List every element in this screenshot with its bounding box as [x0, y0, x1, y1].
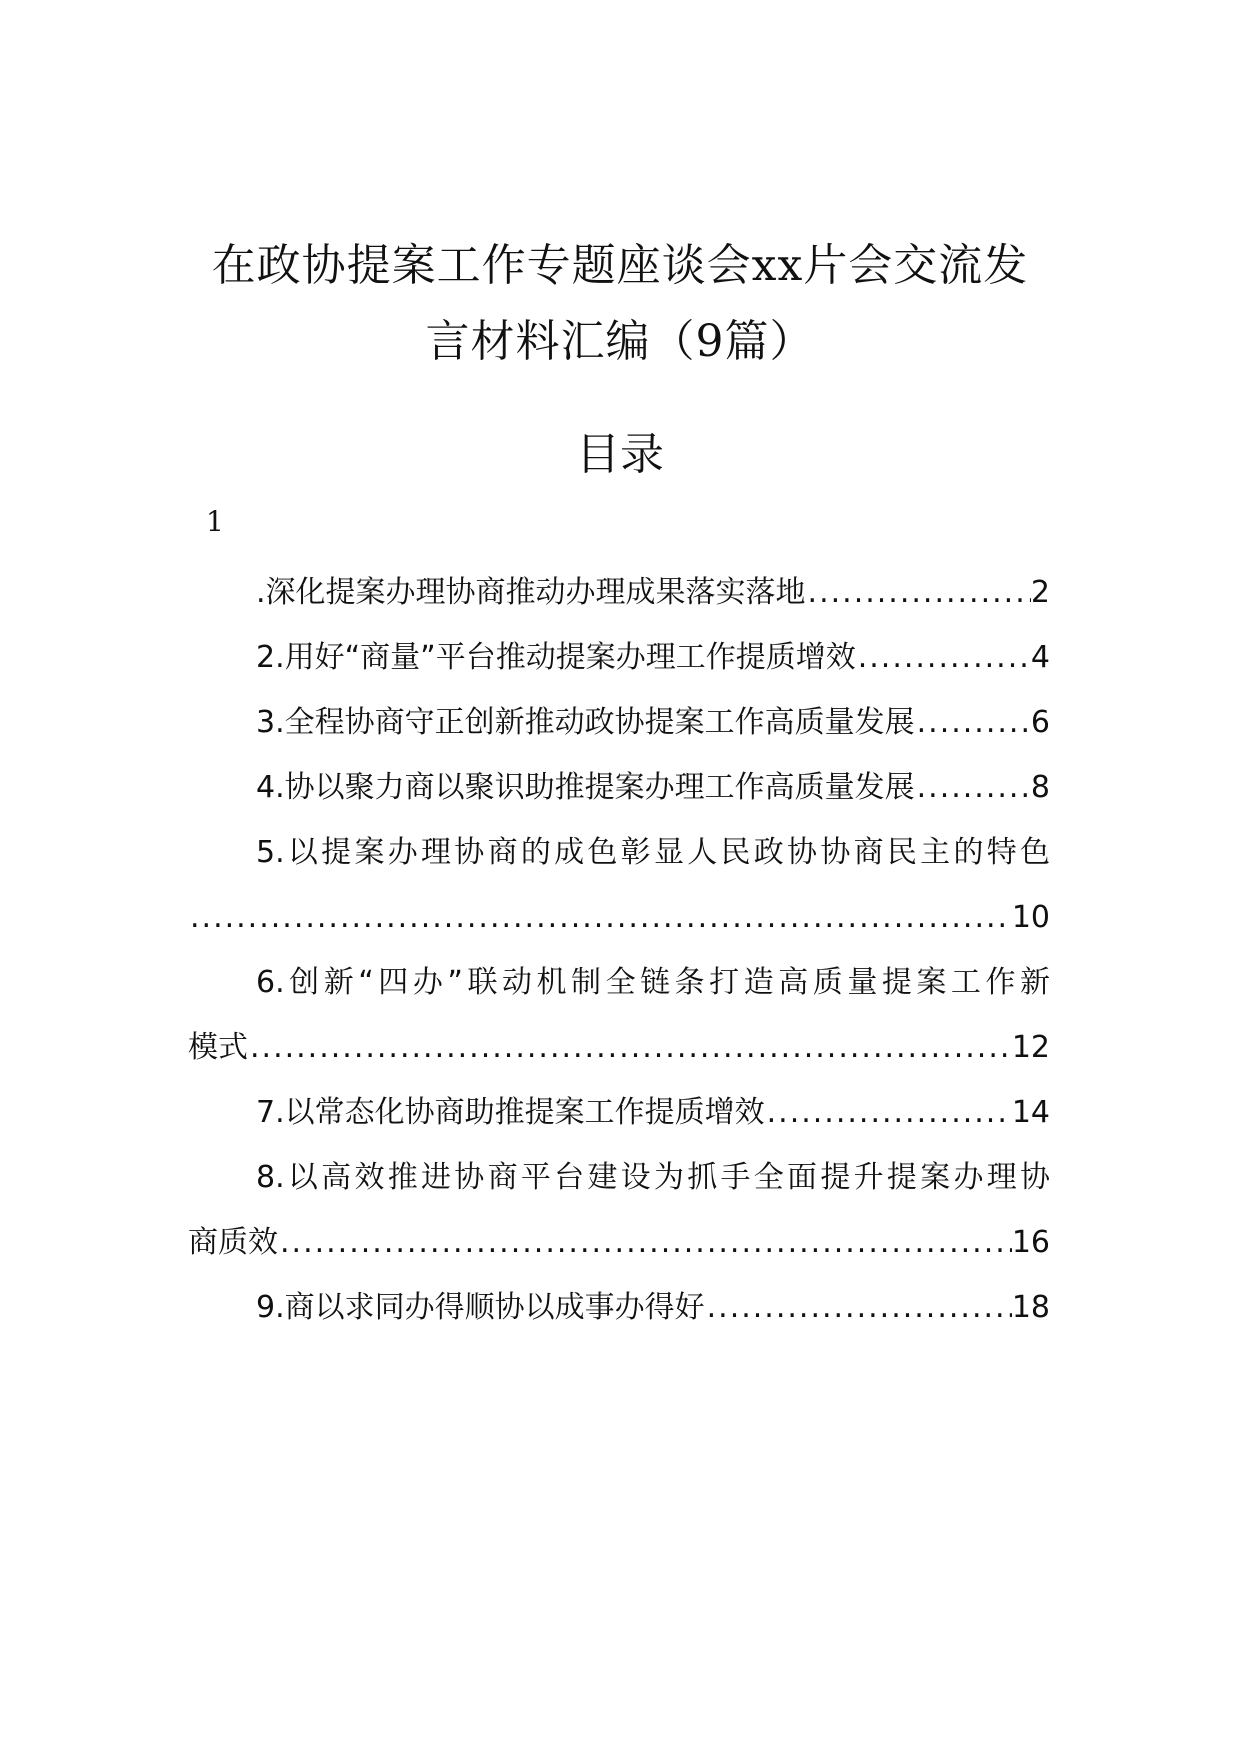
toc-page-number: 6 [1030, 705, 1050, 740]
toc-page-number: 4 [1030, 640, 1050, 675]
toc-leader-dots [248, 1015, 1012, 1080]
toc-leader-dots [915, 755, 1031, 820]
toc-page-number: 10 [1011, 900, 1050, 935]
toc-entry-2[interactable] [188, 625, 1050, 690]
toc-page-number: 18 [1011, 1290, 1050, 1325]
title-part: 篇） [724, 316, 815, 367]
toc-leader-dots [765, 1080, 1012, 1145]
toc-entry-7[interactable] [188, 1080, 1050, 1145]
toc-entry-3[interactable] [188, 690, 1050, 755]
toc-entry-1[interactable] [188, 560, 1050, 625]
toc-entry-title: 9.商以求同办得顺协以成事办得好 [256, 1290, 705, 1325]
document-title [190, 228, 1050, 380]
toc-entry-title: 5.以提案办理协商的成色彰显人民政协协商民主的特色 [256, 835, 1050, 870]
toc-entry-title-continued: 商质效 [188, 1225, 278, 1260]
toc-entry-title-continued: 模式 [188, 1030, 248, 1065]
toc-heading: 目录 [576, 429, 664, 480]
title-line-2 [190, 304, 1050, 380]
toc-entry-5-continuation[interactable] [188, 885, 1050, 950]
toc-leader-dots [806, 560, 1031, 625]
title-part: 言材料汇编（ [425, 316, 696, 367]
title-part: 9 [695, 316, 725, 367]
toc-leader-dots [856, 625, 1031, 690]
toc-marker: 1 [206, 505, 224, 538]
toc-entry-6[interactable] [188, 950, 1050, 1015]
toc-page-number: 16 [1011, 1225, 1050, 1260]
toc-entry-6-continuation[interactable] [188, 1015, 1050, 1080]
toc-entry-title: 7.以常态化协商助推提案工作提质增效 [256, 1095, 765, 1130]
toc-leader-dots [705, 1275, 1012, 1340]
toc-leader-dots [278, 1210, 1012, 1275]
title-line-1 [190, 228, 1050, 304]
title-part: 在政协提案工作专题座谈会 [211, 240, 752, 291]
toc-entry-title: 8.以高效推进协商平台建设为抓手全面提升提案办理协 [256, 1160, 1050, 1195]
toc-entry-8-continuation[interactable] [188, 1210, 1050, 1275]
title-part: 片会交流发 [803, 240, 1029, 291]
toc-page-number: 2 [1030, 575, 1050, 610]
toc-page-number: 8 [1030, 770, 1050, 805]
toc-entry-9[interactable] [188, 1275, 1050, 1340]
toc-entry-title: 4.协以聚力商以聚识助推提案办理工作高质量发展 [256, 770, 915, 805]
toc-leader-dots [188, 885, 1012, 950]
toc-entry-8[interactable] [188, 1145, 1050, 1210]
toc-leader-dots [915, 690, 1031, 755]
toc-entry-4[interactable] [188, 755, 1050, 820]
toc-entry-5[interactable] [188, 820, 1050, 885]
toc-entry-title: 6.创新“四办”联动机制全链条打造高质量提案工作新 [256, 965, 1050, 1000]
toc-page-number: 12 [1011, 1030, 1050, 1065]
toc-entry-title: 3.全程协商守正创新推动政协提案工作高质量发展 [256, 705, 915, 740]
toc-entry-title: 2.用好“商量”平台推动提案办理工作提质增效 [256, 640, 856, 675]
toc-page-number: 14 [1011, 1095, 1050, 1130]
toc-entry-title: .深化提案办理协商推动办理成果落实落地 [256, 575, 806, 610]
table-of-contents [188, 560, 1050, 1340]
title-part: xx [751, 240, 804, 291]
